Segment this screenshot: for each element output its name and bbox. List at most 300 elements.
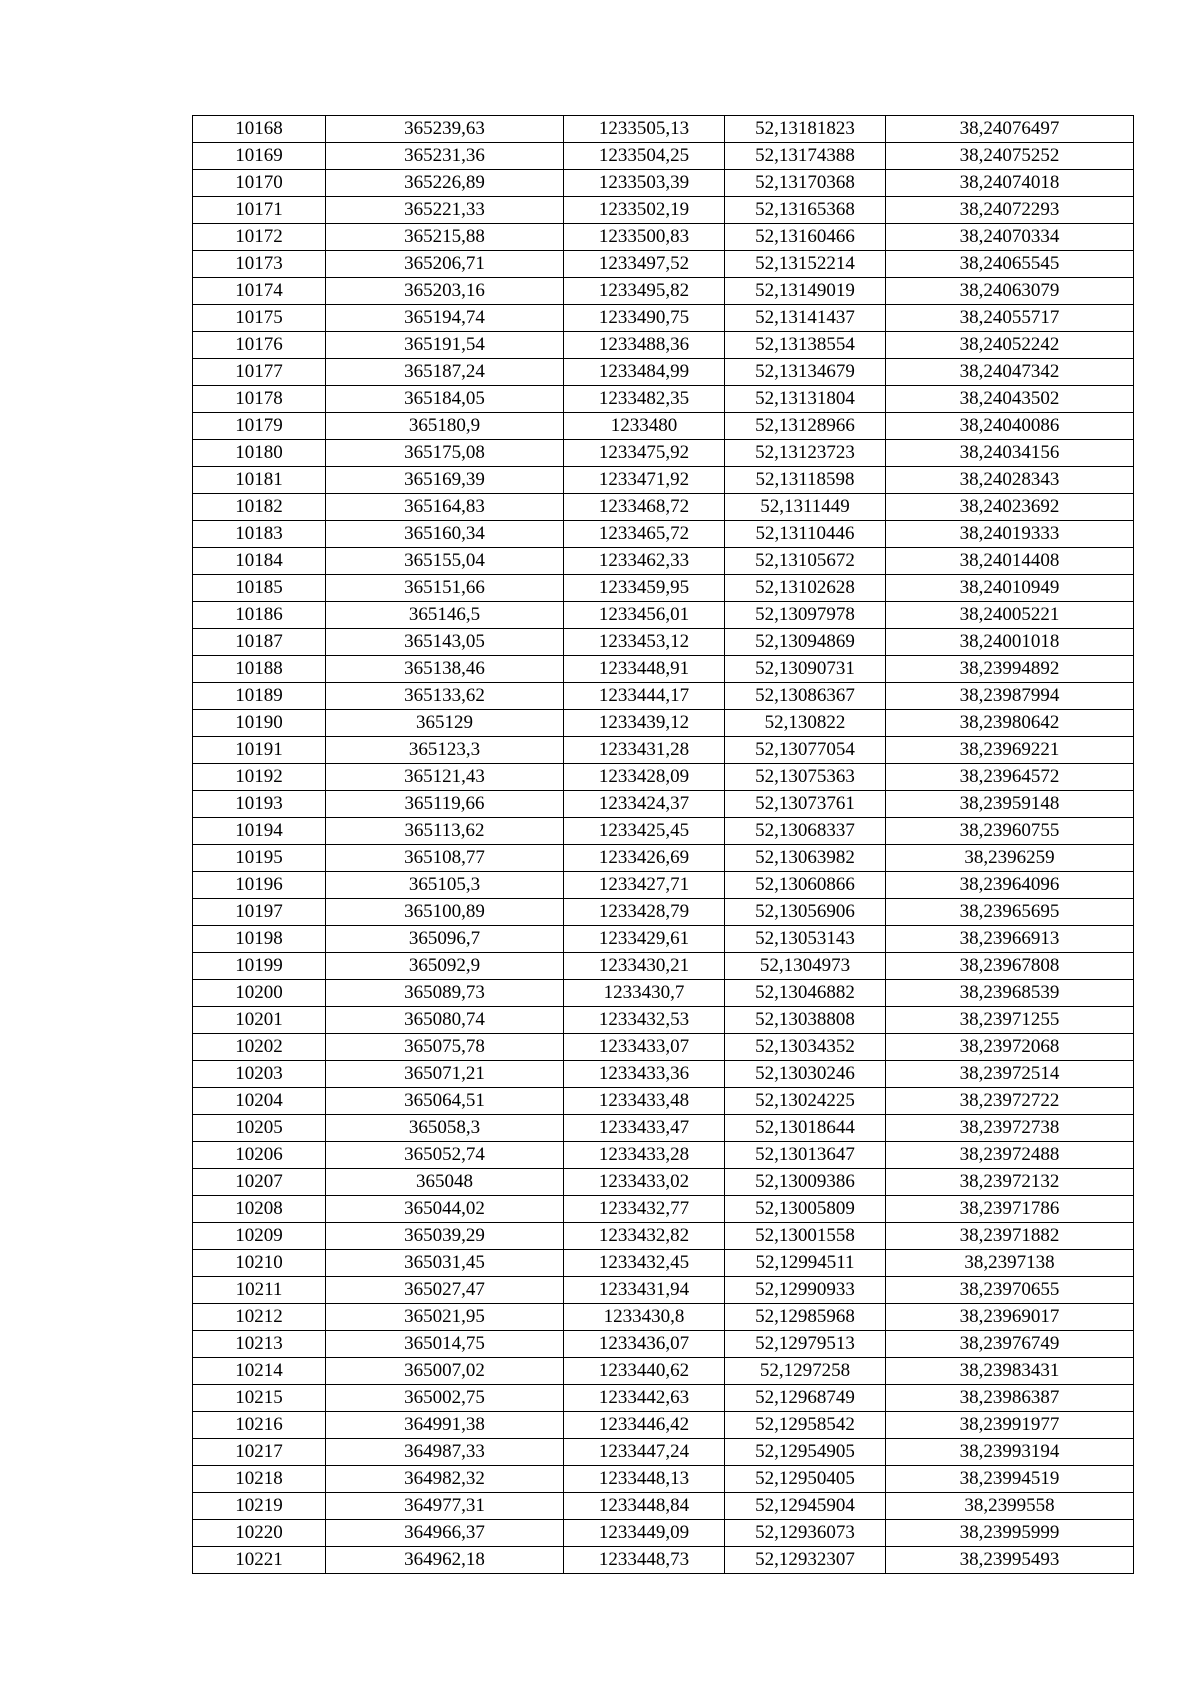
x-coordinate-cell: 365031,45 (326, 1250, 564, 1277)
longitude-cell: 38,23980642 (886, 710, 1134, 737)
longitude-cell: 38,23969017 (886, 1304, 1134, 1331)
latitude-cell: 52,12945904 (725, 1493, 886, 1520)
x-coordinate-cell: 365187,24 (326, 359, 564, 386)
latitude-cell: 52,13138554 (725, 332, 886, 359)
y-coordinate-cell: 1233495,82 (564, 278, 725, 305)
table-row (193, 1277, 1134, 1304)
table-row (193, 170, 1134, 197)
point-number-cell: 10180 (193, 440, 326, 467)
y-coordinate-cell: 1233432,53 (564, 1007, 725, 1034)
x-coordinate-cell: 365191,54 (326, 332, 564, 359)
longitude-cell: 38,2399558 (886, 1493, 1134, 1520)
table-row (193, 386, 1134, 413)
y-coordinate-cell: 1233430,8 (564, 1304, 725, 1331)
y-coordinate-cell: 1233484,99 (564, 359, 725, 386)
latitude-cell: 52,13068337 (725, 818, 886, 845)
latitude-cell: 52,13102628 (725, 575, 886, 602)
longitude-cell: 38,24072293 (886, 197, 1134, 224)
x-coordinate-cell: 364962,18 (326, 1547, 564, 1574)
latitude-cell: 52,13160466 (725, 224, 886, 251)
latitude-cell: 52,12968749 (725, 1385, 886, 1412)
table-row (193, 413, 1134, 440)
y-coordinate-cell: 1233475,92 (564, 440, 725, 467)
table-row (193, 1007, 1134, 1034)
y-coordinate-cell: 1233442,63 (564, 1385, 725, 1412)
point-number-cell: 10200 (193, 980, 326, 1007)
y-coordinate-cell: 1233428,09 (564, 764, 725, 791)
table-row (193, 764, 1134, 791)
x-coordinate-cell: 364966,37 (326, 1520, 564, 1547)
latitude-cell: 52,12958542 (725, 1412, 886, 1439)
y-coordinate-cell: 1233433,36 (564, 1061, 725, 1088)
table-row (193, 575, 1134, 602)
x-coordinate-cell: 365039,29 (326, 1223, 564, 1250)
latitude-cell: 52,13077054 (725, 737, 886, 764)
y-coordinate-cell: 1233432,45 (564, 1250, 725, 1277)
longitude-cell: 38,23976749 (886, 1331, 1134, 1358)
longitude-cell: 38,24065545 (886, 251, 1134, 278)
x-coordinate-cell: 365203,16 (326, 278, 564, 305)
y-coordinate-cell: 1233433,02 (564, 1169, 725, 1196)
longitude-cell: 38,24047342 (886, 359, 1134, 386)
table-row (193, 251, 1134, 278)
y-coordinate-cell: 1233429,61 (564, 926, 725, 953)
x-coordinate-cell: 365221,33 (326, 197, 564, 224)
x-coordinate-cell: 365100,89 (326, 899, 564, 926)
latitude-cell: 52,12936073 (725, 1520, 886, 1547)
point-number-cell: 10217 (193, 1439, 326, 1466)
table-row (193, 1061, 1134, 1088)
table-row (193, 1088, 1134, 1115)
latitude-cell: 52,13149019 (725, 278, 886, 305)
point-number-cell: 10193 (193, 791, 326, 818)
y-coordinate-cell: 1233432,82 (564, 1223, 725, 1250)
y-coordinate-cell: 1233471,92 (564, 467, 725, 494)
y-coordinate-cell: 1233428,79 (564, 899, 725, 926)
latitude-cell: 52,12950405 (725, 1466, 886, 1493)
y-coordinate-cell: 1233448,73 (564, 1547, 725, 1574)
longitude-cell: 38,24028343 (886, 467, 1134, 494)
longitude-cell: 38,23966913 (886, 926, 1134, 953)
y-coordinate-cell: 1233448,13 (564, 1466, 725, 1493)
point-number-cell: 10211 (193, 1277, 326, 1304)
table-row (193, 791, 1134, 818)
point-number-cell: 10195 (193, 845, 326, 872)
point-number-cell: 10173 (193, 251, 326, 278)
latitude-cell: 52,13090731 (725, 656, 886, 683)
point-number-cell: 10218 (193, 1466, 326, 1493)
table-row (193, 224, 1134, 251)
longitude-cell: 38,2397138 (886, 1250, 1134, 1277)
longitude-cell: 38,24001018 (886, 629, 1134, 656)
longitude-cell: 38,23968539 (886, 980, 1134, 1007)
y-coordinate-cell: 1233431,28 (564, 737, 725, 764)
x-coordinate-cell: 365239,63 (326, 116, 564, 143)
table-row (193, 197, 1134, 224)
table-row (193, 710, 1134, 737)
x-coordinate-cell: 364987,33 (326, 1439, 564, 1466)
latitude-cell: 52,13118598 (725, 467, 886, 494)
longitude-cell: 38,23972738 (886, 1115, 1134, 1142)
longitude-cell: 38,23971255 (886, 1007, 1134, 1034)
table-row (193, 1223, 1134, 1250)
longitude-cell: 38,23986387 (886, 1385, 1134, 1412)
latitude-cell: 52,12954905 (725, 1439, 886, 1466)
y-coordinate-cell: 1233430,7 (564, 980, 725, 1007)
point-number-cell: 10203 (193, 1061, 326, 1088)
latitude-cell: 52,13063982 (725, 845, 886, 872)
table-row (193, 548, 1134, 575)
latitude-cell: 52,13105672 (725, 548, 886, 575)
table-row (193, 305, 1134, 332)
point-number-cell: 10182 (193, 494, 326, 521)
y-coordinate-cell: 1233459,95 (564, 575, 725, 602)
x-coordinate-cell: 365194,74 (326, 305, 564, 332)
y-coordinate-cell: 1233465,72 (564, 521, 725, 548)
x-coordinate-cell: 365129 (326, 710, 564, 737)
table-row (193, 1034, 1134, 1061)
latitude-cell: 52,13018644 (725, 1115, 886, 1142)
x-coordinate-cell: 365184,05 (326, 386, 564, 413)
x-coordinate-cell: 365206,71 (326, 251, 564, 278)
table-row (193, 845, 1134, 872)
longitude-cell: 38,2396259 (886, 845, 1134, 872)
point-number-cell: 10174 (193, 278, 326, 305)
table-row (193, 1115, 1134, 1142)
latitude-cell: 52,13134679 (725, 359, 886, 386)
longitude-cell: 38,24040086 (886, 413, 1134, 440)
point-number-cell: 10171 (193, 197, 326, 224)
x-coordinate-cell: 365164,83 (326, 494, 564, 521)
y-coordinate-cell: 1233502,19 (564, 197, 725, 224)
y-coordinate-cell: 1233503,39 (564, 170, 725, 197)
latitude-cell: 52,1304973 (725, 953, 886, 980)
y-coordinate-cell: 1233425,45 (564, 818, 725, 845)
table-row (193, 332, 1134, 359)
table-row (193, 1466, 1134, 1493)
longitude-cell: 38,24034156 (886, 440, 1134, 467)
x-coordinate-cell: 365160,34 (326, 521, 564, 548)
x-coordinate-cell: 365138,46 (326, 656, 564, 683)
table-row (193, 683, 1134, 710)
x-coordinate-cell: 365071,21 (326, 1061, 564, 1088)
x-coordinate-cell: 365180,9 (326, 413, 564, 440)
x-coordinate-cell: 364977,31 (326, 1493, 564, 1520)
latitude-cell: 52,13086367 (725, 683, 886, 710)
point-number-cell: 10170 (193, 170, 326, 197)
point-number-cell: 10202 (193, 1034, 326, 1061)
point-number-cell: 10189 (193, 683, 326, 710)
latitude-cell: 52,13060866 (725, 872, 886, 899)
y-coordinate-cell: 1233444,17 (564, 683, 725, 710)
point-number-cell: 10216 (193, 1412, 326, 1439)
latitude-cell: 52,13001558 (725, 1223, 886, 1250)
point-number-cell: 10176 (193, 332, 326, 359)
point-number-cell: 10212 (193, 1304, 326, 1331)
longitude-cell: 38,24023692 (886, 494, 1134, 521)
x-coordinate-cell: 365048 (326, 1169, 564, 1196)
point-number-cell: 10194 (193, 818, 326, 845)
point-number-cell: 10190 (193, 710, 326, 737)
y-coordinate-cell: 1233505,13 (564, 116, 725, 143)
x-coordinate-cell: 365064,51 (326, 1088, 564, 1115)
y-coordinate-cell: 1233448,91 (564, 656, 725, 683)
point-number-cell: 10204 (193, 1088, 326, 1115)
longitude-cell: 38,23965695 (886, 899, 1134, 926)
latitude-cell: 52,12979513 (725, 1331, 886, 1358)
table-row (193, 737, 1134, 764)
table-row (193, 1520, 1134, 1547)
longitude-cell: 38,23970655 (886, 1277, 1134, 1304)
longitude-cell: 38,23964572 (886, 764, 1134, 791)
table-row (193, 116, 1134, 143)
longitude-cell: 38,23964096 (886, 872, 1134, 899)
point-number-cell: 10178 (193, 386, 326, 413)
point-number-cell: 10197 (193, 899, 326, 926)
point-number-cell: 10208 (193, 1196, 326, 1223)
point-number-cell: 10221 (193, 1547, 326, 1574)
point-number-cell: 10184 (193, 548, 326, 575)
latitude-cell: 52,13053143 (725, 926, 886, 953)
y-coordinate-cell: 1233446,42 (564, 1412, 725, 1439)
table-row (193, 899, 1134, 926)
longitude-cell: 38,23972068 (886, 1034, 1134, 1061)
longitude-cell: 38,24010949 (886, 575, 1134, 602)
longitude-cell: 38,24005221 (886, 602, 1134, 629)
y-coordinate-cell: 1233462,33 (564, 548, 725, 575)
point-number-cell: 10198 (193, 926, 326, 953)
table-row (193, 1358, 1134, 1385)
latitude-cell: 52,130822 (725, 710, 886, 737)
point-number-cell: 10196 (193, 872, 326, 899)
latitude-cell: 52,13056906 (725, 899, 886, 926)
x-coordinate-cell: 365027,47 (326, 1277, 564, 1304)
longitude-cell: 38,24052242 (886, 332, 1134, 359)
x-coordinate-cell: 365146,5 (326, 602, 564, 629)
latitude-cell: 52,13005809 (725, 1196, 886, 1223)
point-number-cell: 10177 (193, 359, 326, 386)
point-number-cell: 10220 (193, 1520, 326, 1547)
longitude-cell: 38,23987994 (886, 683, 1134, 710)
longitude-cell: 38,23969221 (886, 737, 1134, 764)
point-number-cell: 10185 (193, 575, 326, 602)
x-coordinate-cell: 365044,02 (326, 1196, 564, 1223)
point-number-cell: 10175 (193, 305, 326, 332)
point-number-cell: 10169 (193, 143, 326, 170)
x-coordinate-cell: 365143,05 (326, 629, 564, 656)
latitude-cell: 52,1311449 (725, 494, 886, 521)
latitude-cell: 52,13073761 (725, 791, 886, 818)
table-row (193, 359, 1134, 386)
point-number-cell: 10168 (193, 116, 326, 143)
x-coordinate-cell: 365231,36 (326, 143, 564, 170)
y-coordinate-cell: 1233432,77 (564, 1196, 725, 1223)
table-row (193, 143, 1134, 170)
point-number-cell: 10213 (193, 1331, 326, 1358)
y-coordinate-cell: 1233468,72 (564, 494, 725, 521)
y-coordinate-cell: 1233497,52 (564, 251, 725, 278)
latitude-cell: 52,13123723 (725, 440, 886, 467)
x-coordinate-cell: 365169,39 (326, 467, 564, 494)
longitude-cell: 38,24075252 (886, 143, 1134, 170)
point-number-cell: 10210 (193, 1250, 326, 1277)
y-coordinate-cell: 1233433,07 (564, 1034, 725, 1061)
table-row (193, 953, 1134, 980)
y-coordinate-cell: 1233433,48 (564, 1088, 725, 1115)
latitude-cell: 52,1297258 (725, 1358, 886, 1385)
table-row (193, 1385, 1134, 1412)
longitude-cell: 38,24063079 (886, 278, 1134, 305)
table-row (193, 926, 1134, 953)
table-row (193, 1439, 1134, 1466)
point-number-cell: 10214 (193, 1358, 326, 1385)
point-number-cell: 10181 (193, 467, 326, 494)
longitude-cell: 38,23994892 (886, 656, 1134, 683)
latitude-cell: 52,13165368 (725, 197, 886, 224)
longitude-cell: 38,23960755 (886, 818, 1134, 845)
point-number-cell: 10209 (193, 1223, 326, 1250)
coordinates-table (192, 115, 1134, 1574)
x-coordinate-cell: 365007,02 (326, 1358, 564, 1385)
y-coordinate-cell: 1233431,94 (564, 1277, 725, 1304)
y-coordinate-cell: 1233456,01 (564, 602, 725, 629)
y-coordinate-cell: 1233480 (564, 413, 725, 440)
latitude-cell: 52,13030246 (725, 1061, 886, 1088)
y-coordinate-cell: 1233433,28 (564, 1142, 725, 1169)
longitude-cell: 38,24043502 (886, 386, 1134, 413)
point-number-cell: 10172 (193, 224, 326, 251)
x-coordinate-cell: 365155,04 (326, 548, 564, 575)
y-coordinate-cell: 1233490,75 (564, 305, 725, 332)
longitude-cell: 38,23972722 (886, 1088, 1134, 1115)
point-number-cell: 10219 (193, 1493, 326, 1520)
latitude-cell: 52,13128966 (725, 413, 886, 440)
table-row (193, 1304, 1134, 1331)
coordinates-table-body (193, 116, 1134, 1574)
longitude-cell: 38,23972514 (886, 1061, 1134, 1088)
point-number-cell: 10188 (193, 656, 326, 683)
longitude-cell: 38,23991977 (886, 1412, 1134, 1439)
point-number-cell: 10215 (193, 1385, 326, 1412)
y-coordinate-cell: 1233447,24 (564, 1439, 725, 1466)
x-coordinate-cell: 365052,74 (326, 1142, 564, 1169)
point-number-cell: 10187 (193, 629, 326, 656)
latitude-cell: 52,13075363 (725, 764, 886, 791)
table-row (193, 602, 1134, 629)
latitude-cell: 52,12990933 (725, 1277, 886, 1304)
longitude-cell: 38,23972132 (886, 1169, 1134, 1196)
longitude-cell: 38,24070334 (886, 224, 1134, 251)
x-coordinate-cell: 365226,89 (326, 170, 564, 197)
latitude-cell: 52,13034352 (725, 1034, 886, 1061)
latitude-cell: 52,13094869 (725, 629, 886, 656)
point-number-cell: 10186 (193, 602, 326, 629)
x-coordinate-cell: 365215,88 (326, 224, 564, 251)
table-row (193, 656, 1134, 683)
latitude-cell: 52,13009386 (725, 1169, 886, 1196)
table-row (193, 818, 1134, 845)
latitude-cell: 52,13046882 (725, 980, 886, 1007)
longitude-cell: 38,23971882 (886, 1223, 1134, 1250)
table-row (193, 1169, 1134, 1196)
latitude-cell: 52,13131804 (725, 386, 886, 413)
longitude-cell: 38,24019333 (886, 521, 1134, 548)
table-row (193, 629, 1134, 656)
x-coordinate-cell: 364991,38 (326, 1412, 564, 1439)
table-row (193, 440, 1134, 467)
point-number-cell: 10179 (193, 413, 326, 440)
x-coordinate-cell: 365014,75 (326, 1331, 564, 1358)
point-number-cell: 10205 (193, 1115, 326, 1142)
table-row (193, 1250, 1134, 1277)
latitude-cell: 52,13097978 (725, 602, 886, 629)
y-coordinate-cell: 1233424,37 (564, 791, 725, 818)
table-row (193, 521, 1134, 548)
latitude-cell: 52,13038808 (725, 1007, 886, 1034)
y-coordinate-cell: 1233440,62 (564, 1358, 725, 1385)
x-coordinate-cell: 364982,32 (326, 1466, 564, 1493)
y-coordinate-cell: 1233482,35 (564, 386, 725, 413)
x-coordinate-cell: 365119,66 (326, 791, 564, 818)
x-coordinate-cell: 365075,78 (326, 1034, 564, 1061)
longitude-cell: 38,23994519 (886, 1466, 1134, 1493)
x-coordinate-cell: 365021,95 (326, 1304, 564, 1331)
longitude-cell: 38,24014408 (886, 548, 1134, 575)
y-coordinate-cell: 1233453,12 (564, 629, 725, 656)
x-coordinate-cell: 365121,43 (326, 764, 564, 791)
table-row (193, 278, 1134, 305)
point-number-cell: 10192 (193, 764, 326, 791)
x-coordinate-cell: 365175,08 (326, 440, 564, 467)
longitude-cell: 38,23993194 (886, 1439, 1134, 1466)
latitude-cell: 52,13141437 (725, 305, 886, 332)
latitude-cell: 52,12994511 (725, 1250, 886, 1277)
x-coordinate-cell: 365113,62 (326, 818, 564, 845)
longitude-cell: 38,24055717 (886, 305, 1134, 332)
y-coordinate-cell: 1233500,83 (564, 224, 725, 251)
point-number-cell: 10183 (193, 521, 326, 548)
latitude-cell: 52,12985968 (725, 1304, 886, 1331)
longitude-cell: 38,23983431 (886, 1358, 1134, 1385)
latitude-cell: 52,13152214 (725, 251, 886, 278)
x-coordinate-cell: 365151,66 (326, 575, 564, 602)
latitude-cell: 52,12932307 (725, 1547, 886, 1574)
x-coordinate-cell: 365108,77 (326, 845, 564, 872)
y-coordinate-cell: 1233427,71 (564, 872, 725, 899)
table-row (193, 467, 1134, 494)
table-row (193, 494, 1134, 521)
y-coordinate-cell: 1233448,84 (564, 1493, 725, 1520)
y-coordinate-cell: 1233439,12 (564, 710, 725, 737)
y-coordinate-cell: 1233436,07 (564, 1331, 725, 1358)
longitude-cell: 38,23972488 (886, 1142, 1134, 1169)
y-coordinate-cell: 1233449,09 (564, 1520, 725, 1547)
latitude-cell: 52,13170368 (725, 170, 886, 197)
x-coordinate-cell: 365092,9 (326, 953, 564, 980)
longitude-cell: 38,23967808 (886, 953, 1134, 980)
x-coordinate-cell: 365123,3 (326, 737, 564, 764)
x-coordinate-cell: 365133,62 (326, 683, 564, 710)
longitude-cell: 38,23971786 (886, 1196, 1134, 1223)
x-coordinate-cell: 365080,74 (326, 1007, 564, 1034)
latitude-cell: 52,13110446 (725, 521, 886, 548)
longitude-cell: 38,24074018 (886, 170, 1134, 197)
latitude-cell: 52,13174388 (725, 143, 886, 170)
table-row (193, 1412, 1134, 1439)
point-number-cell: 10207 (193, 1169, 326, 1196)
point-number-cell: 10201 (193, 1007, 326, 1034)
table-row (193, 1547, 1134, 1574)
